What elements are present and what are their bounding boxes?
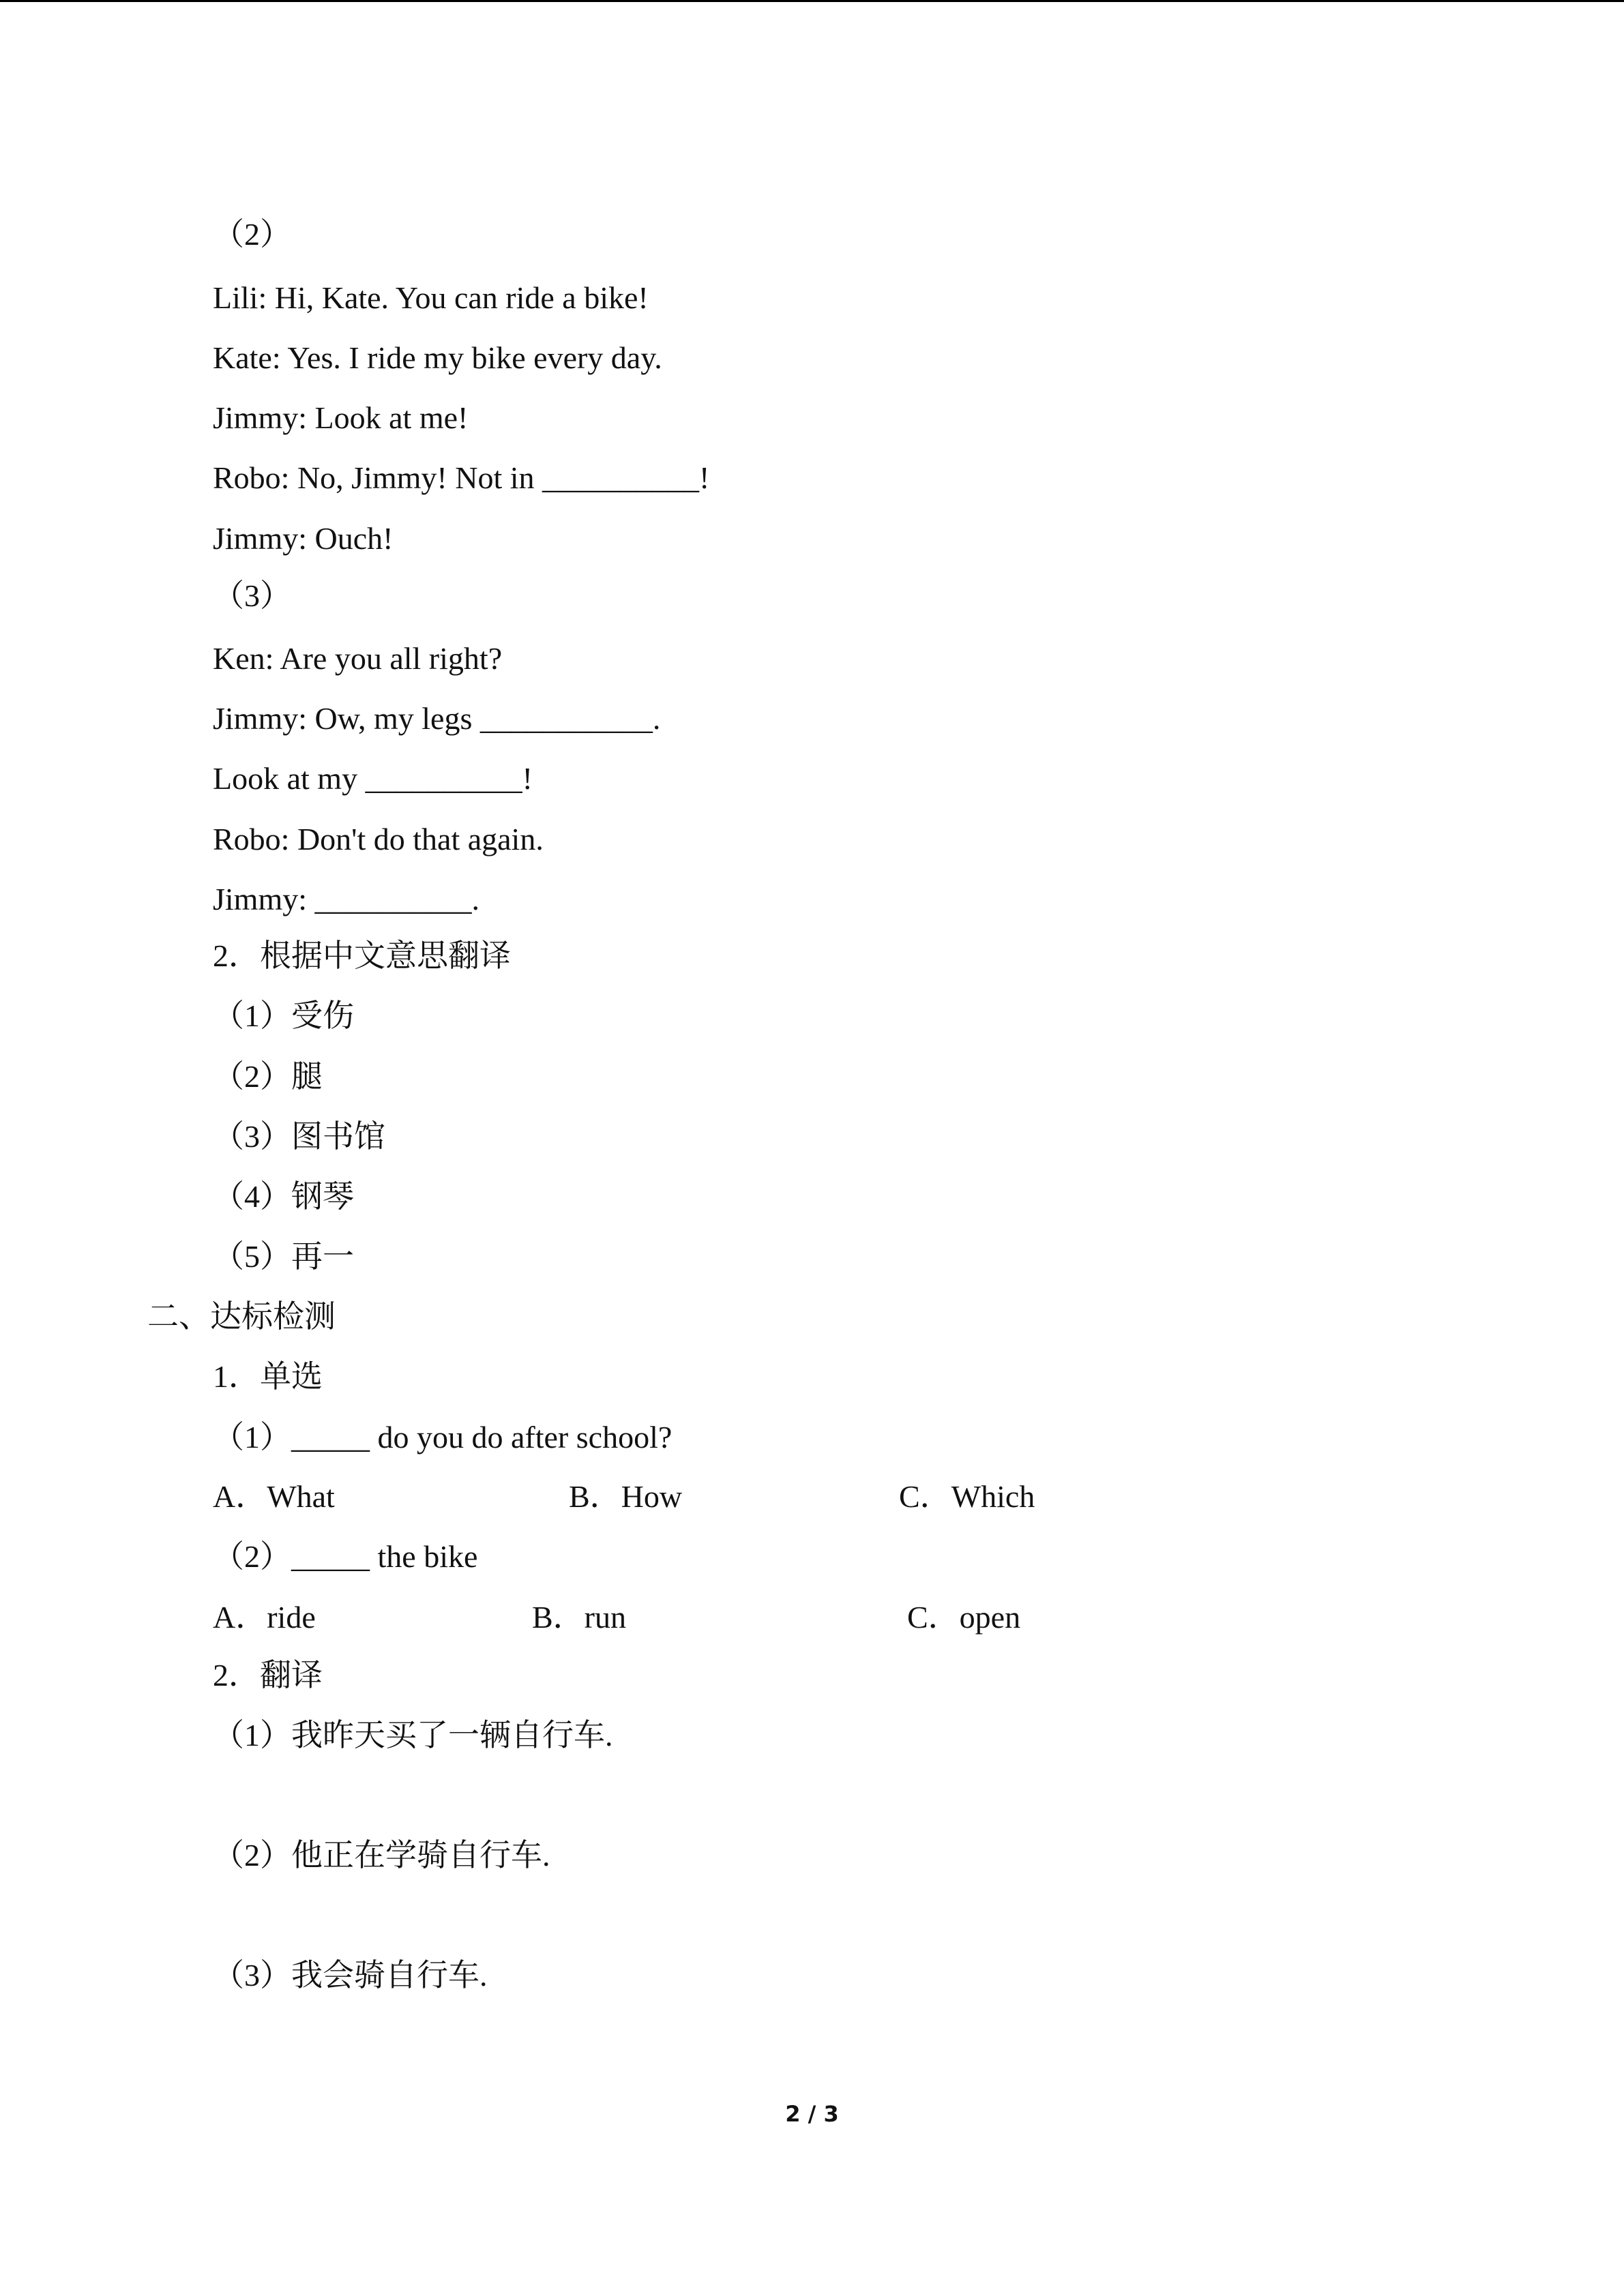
dialogue-line: Kate: Yes. I ride my bike every day. [213,340,662,375]
page-top-border [0,0,1624,2]
section-2-heading: 二、达标检测 [147,1299,336,1334]
dialogue-line-with-blank: Jimmy: Ow, my legs ___________. [213,701,661,736]
dialogue-line: Jimmy: Ouch! [213,521,394,556]
option-a: A．ride [213,1600,316,1635]
translate-heading: 2．翻译 [213,1658,323,1693]
dialogue-line-with-blank: Robo: No, Jimmy! Not in __________! [213,460,710,495]
translate-word-item: （4）钢琴 [213,1179,354,1214]
translate-word-item: （3）图书馆 [213,1119,385,1154]
option-c: C．Which [899,1479,1035,1514]
page-number: 2 / 3 [785,2101,839,2127]
translate-sentence-item: （2）他正在学骑自行车. [213,1838,550,1873]
option-a: A．What [213,1479,335,1514]
dialogue-line: Ken: Are you all right? [213,641,503,676]
translate-word-item: （5）再一 [213,1239,354,1274]
dialogue-part-3-label: （3） [213,578,291,613]
dialogue-line: Jimmy: Look at me! [213,400,469,435]
option-c: C．open [907,1600,1021,1635]
translate-words-heading: 2．根据中文意思翻译 [213,938,511,973]
dialogue-part-2-label: （2） [213,217,291,252]
dialogue-line: Lili: Hi, Kate. You can ride a bike! [213,280,649,315]
translate-sentence-item: （3）我会骑自行车. [213,1958,488,1993]
dialogue-line-with-blank: Jimmy: __________. [213,882,480,916]
dialogue-line: Robo: Don't do that again. [213,822,544,856]
multiple-choice-heading: 1．单选 [213,1359,323,1394]
option-b: B．run [532,1600,626,1635]
question-stem: （1）_____ do you do after school? [213,1420,673,1455]
dialogue-line-with-blank: Look at my __________! [213,761,533,796]
translate-word-item: （1）受伤 [213,998,354,1033]
question-stem: （2）_____ the bike [213,1539,478,1574]
translate-word-item: （2）腿 [213,1059,323,1094]
translate-sentence-item: （1）我昨天买了一辆自行车. [213,1718,613,1753]
option-b: B．How [569,1479,683,1514]
